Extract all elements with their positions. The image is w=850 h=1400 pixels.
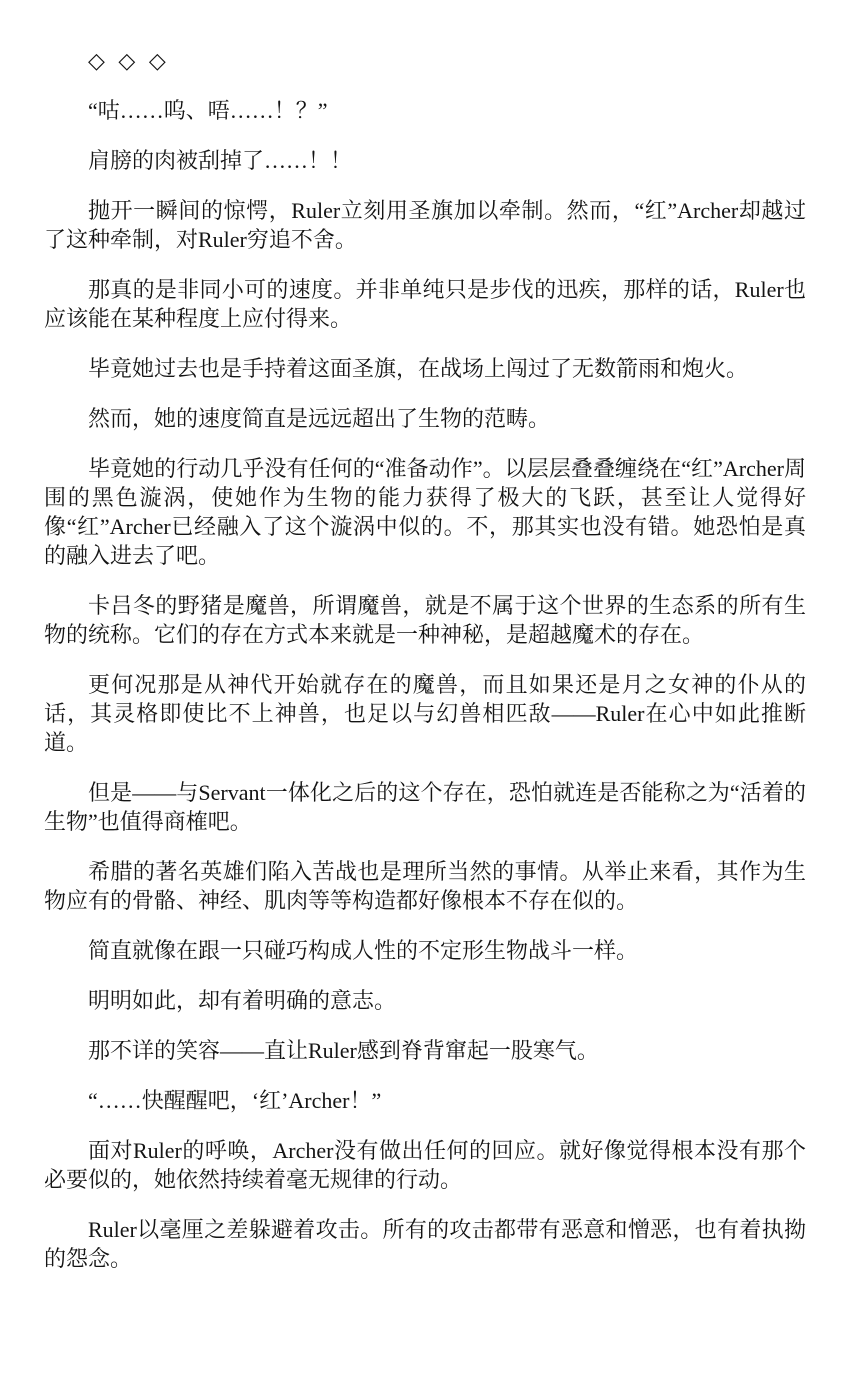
paragraph-dialogue-wake-up: “……快醒醒吧，‘红’Archer！” — [88, 1088, 382, 1113]
paragraph-no-response: 面对Ruler的呼唤，Archer没有做出任何的回应。就好像觉得根本没有那个必要似的，她依然持续着毫无规律的行动。 — [44, 1138, 806, 1192]
paragraph-greek-heroes-struggle: 希腊的著名英雄们陷入苦战也是理所当然的事情。从举止来看，其作为生物应有的骨骼、神经、肌肉等等构造都好像根本不存在似的。 — [44, 859, 806, 913]
paragraph-ominous-smile: 那不详的笑容——直让Ruler感到脊背窜起一股寒气。 — [88, 1038, 599, 1063]
paragraph-servant-fusion: 但是——与Servant一体化之后的这个存在，恐怕就连是否能称之为“活着的生物”也值得商榷吧。 — [44, 780, 806, 834]
section-divider: ◇ ◇ ◇ — [88, 48, 166, 73]
paragraph-beyond-living-beings: 然而，她的速度简直是远远超出了生物的范畴。 — [88, 406, 551, 431]
paragraph-clear-will: 明明如此，却有着明确的意志。 — [88, 988, 397, 1013]
paragraph-dialogue-grunt: “咕……呜、唔……！？” — [88, 98, 328, 123]
paragraph-battlefield-flag: 毕竟她过去也是手持着这面圣旗，在战场上闯过了无数箭雨和炮火。 — [88, 356, 749, 381]
paragraph-shoulder-wound: 肩膀的肉被刮掉了……！！ — [88, 148, 353, 173]
paragraph-age-of-gods-beast: 更何况那是从神代开始就存在的魔兽，而且如果还是月之女神的仆从的话，其灵格即使比不上神兽，也足以与幻兽相匹敌——Ruler在心中如此推断道。 — [44, 672, 806, 755]
paragraph-extraordinary-speed: 那真的是非同小可的速度。并非单纯只是步伐的迅疾，那样的话，Ruler也应该能在某种程度上应付得来。 — [44, 277, 806, 331]
paragraph-ruler-restrains: 抛开一瞬间的惊愕，Ruler立刻用圣旗加以牵制。然而，“红”Archer却越过了这种牵制，对Ruler穷追不舍。 — [44, 198, 806, 252]
paragraph-amorphous-creature: 简直就像在跟一只碰巧构成人性的不定形生物战斗一样。 — [88, 938, 639, 963]
paragraph-dodging-attacks: Ruler以毫厘之差躲避着攻击。所有的攻击都带有恶意和憎恶，也有着执拗的怨念。 — [44, 1217, 806, 1271]
paragraph-calydonian-boar: 卡吕冬的野猪是魔兽，所谓魔兽，就是不属于这个世界的生态系的所有生物的统称。它们的存在方式本来就是一种神秘，是超越魔术的存在。 — [44, 593, 806, 647]
paragraph-no-preparatory-motion: 毕竟她的行动几乎没有任何的“准备动作”。以层层叠叠缠绕在“红”Archer周围的黑色漩涡，使她作为生物的能力获得了极大的飞跃，甚至让人觉得好像“红”Archer已经融入了这个漩涡中似的。不，那其实也没有错。她恐怕是真的融入进去了吧。 — [44, 456, 806, 568]
